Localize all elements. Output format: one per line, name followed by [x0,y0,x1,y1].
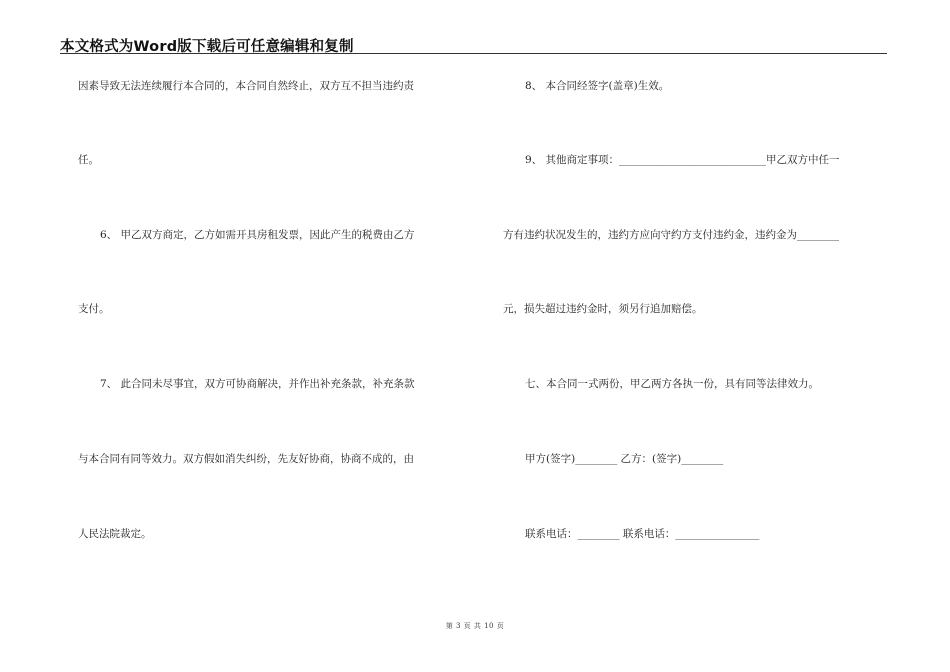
left-line-7: 人民法院裁定。 [78,528,152,540]
right-line-1: 8、 本合同经签字(盖章)生效。 [525,80,670,92]
left-line-3: 6、 甲乙双方商定，乙方如需开具房租发票，因此产生的税费由乙方 [100,229,415,241]
document-header-title: 本文格式为Word版下载后可任意编辑和复制 [60,39,354,55]
right-line-3: 方有违约状况发生的，违约方应向守约方支付违约金，违约金为________ [503,229,839,241]
right-line-7: 联系电话：________ 联系电话：________________ [525,528,760,540]
page-number: 第 3 页 共 10 页 [445,622,505,630]
left-line-6: 与本合同有同等效力。双方假如消失纠纷，先友好协商，协商不成的，由 [78,453,414,465]
right-line-5: 七、本合同一式两份，甲乙两方各执一份，具有同等法律效力。 [525,378,819,390]
left-line-5: 7、 此合同未尽事宜，双方可协商解决，并作出补充条款，补充条款 [100,378,415,390]
left-line-2: 任。 [78,154,99,166]
header-divider [60,53,887,54]
right-line-4: 元，损失超过违约金时，须另行追加赔偿。 [503,303,703,315]
right-line-6: 甲方(签字)________ 乙方：(签字)________ [525,453,724,465]
right-line-2: 9、 其他商定事项：____________________________甲乙双方中任一 [525,154,840,166]
left-line-1: 因素导致无法连续履行本合同的，本合同自然终止，双方互不担当违约责 [78,80,414,92]
left-line-4: 支付。 [78,303,110,315]
